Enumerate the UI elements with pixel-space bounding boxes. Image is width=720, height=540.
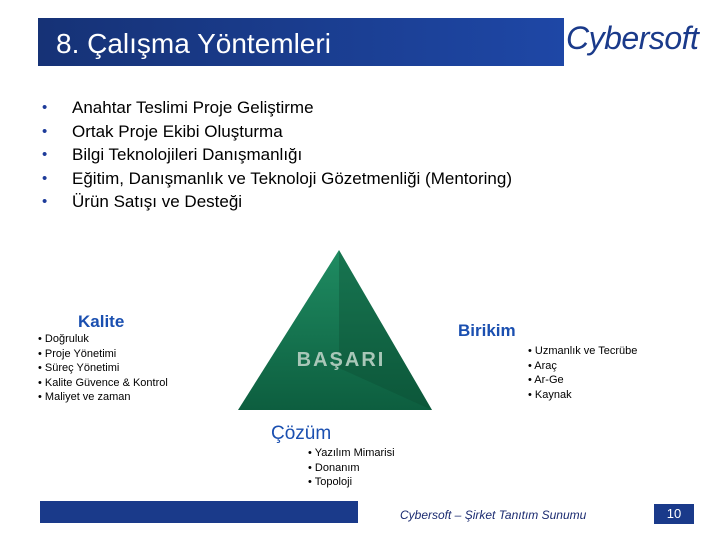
bullet-icon: • xyxy=(42,122,48,140)
birikim-list xyxy=(528,344,637,402)
list-item: • Ar-Ge xyxy=(528,374,564,386)
page-title: 8. Çalışma Yöntemleri xyxy=(56,28,331,59)
cozum-label: Çözüm xyxy=(271,423,332,444)
list-item: • Bilgi Teknolojileri Danışmanlığı xyxy=(42,145,303,164)
birikim-label: Birikim xyxy=(458,321,516,340)
list-item: • Yazılım Mimarisi xyxy=(308,447,395,459)
list-item: • Eğitim, Danışmanlık ve Teknoloji Gözetmenliği (Mentoring) xyxy=(42,168,512,188)
list-item: • Kaynak xyxy=(528,388,572,401)
list-item: • Uzmanlık ve Tecrübe xyxy=(528,345,638,357)
cozum-list xyxy=(308,446,395,490)
bullet-icon: • xyxy=(42,169,48,187)
footer-bar xyxy=(40,501,358,523)
list-item: • Süreç Yönetimi xyxy=(38,362,120,374)
list-item: • Ürün Satışı ve Desteği xyxy=(42,192,243,211)
method-list xyxy=(40,96,512,214)
list-item: • Ortak Proje Ekibi Oluşturma xyxy=(42,121,283,141)
list-item: • Topoloji xyxy=(308,476,353,488)
list-item: • Anahtar Teslimi Proje Geliştirme xyxy=(42,98,314,117)
bullet-icon: • xyxy=(42,99,48,116)
bullet-icon: • xyxy=(42,193,48,210)
bullet-icon: • xyxy=(42,146,48,163)
list-item: • Kalite Güvence & Kontrol xyxy=(38,376,168,389)
success-label: BAŞARI xyxy=(296,349,386,371)
footer-title: Cybersoft – Şirket Tanıtım Sunumu xyxy=(400,508,587,522)
list-item: • Donanım xyxy=(308,461,360,474)
page-number: 10 xyxy=(654,504,694,524)
cybersoft-logo: Cybersoft xyxy=(566,20,699,56)
kalite-label: Kalite xyxy=(78,312,125,331)
list-item: • Proje Yönetimi xyxy=(38,347,117,360)
kalite-list xyxy=(38,332,168,405)
success-triangle-icon xyxy=(235,248,435,412)
list-item: • Araç xyxy=(528,359,557,372)
list-item: • Maliyet ve zaman xyxy=(38,391,131,403)
list-item: • Doğruluk xyxy=(38,333,89,345)
